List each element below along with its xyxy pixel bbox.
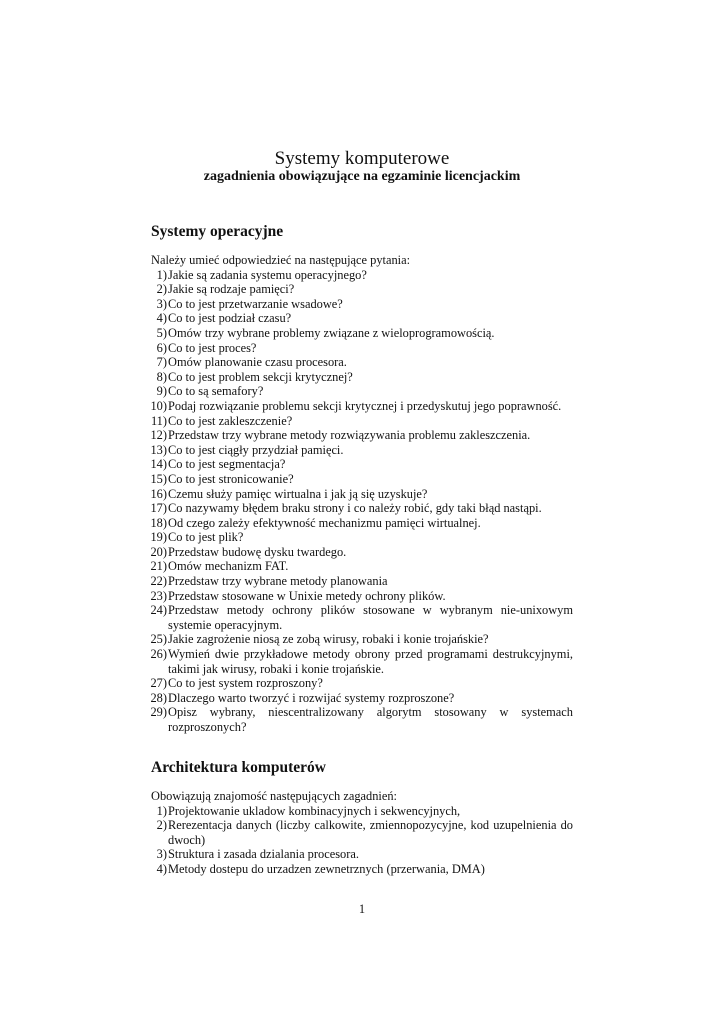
item-text: Struktura i zasada dzialania procesora. xyxy=(168,847,359,862)
list-item xyxy=(151,428,573,443)
list-item xyxy=(151,530,573,545)
item-number: 7) xyxy=(156,355,167,370)
item-number: 17) xyxy=(150,501,167,516)
list-item xyxy=(151,326,573,341)
list-item xyxy=(151,589,573,604)
item-number: 8) xyxy=(156,369,167,384)
item-text: Jakie zagrożenie niosą ze zobą wirusy, robaki i konie trojańskie? xyxy=(168,632,489,647)
list-item xyxy=(151,297,573,312)
item-number: 23) xyxy=(150,588,167,603)
item-number: 27) xyxy=(150,676,167,691)
list-item xyxy=(151,545,573,560)
document-subtitle: zagadnienia obowiązujące na egzaminie licencjackim xyxy=(203,169,521,184)
item-text: Omów planowanie czasu procesora. xyxy=(168,355,347,370)
item-number: 5) xyxy=(156,325,167,340)
section-systemy-operacyjne xyxy=(151,222,573,735)
item-text: Projektowanie ukladow kombinacyjnych i sekwencyjnych, xyxy=(168,803,461,818)
item-text: Co to jest segmentacja? xyxy=(168,457,286,472)
item-number: 24) xyxy=(150,603,167,618)
item-number: 1) xyxy=(156,803,167,818)
item-text: Co to jest proces? xyxy=(168,340,257,355)
list-item xyxy=(151,559,573,574)
list-item xyxy=(151,862,573,877)
list-item xyxy=(151,443,573,458)
item-number: 3) xyxy=(156,296,167,311)
item-number: 2) xyxy=(156,282,167,297)
item-text: Co to jest system rozproszony? xyxy=(168,676,323,691)
item-number: 16) xyxy=(150,486,167,501)
item-text: Co to jest stronicowanie? xyxy=(168,471,294,486)
item-number: 25) xyxy=(150,632,167,647)
item-text: Jakie są zadania systemu operacyjnego? xyxy=(168,267,367,282)
list-item xyxy=(151,370,573,385)
list-item xyxy=(151,691,573,706)
item-number: 21) xyxy=(150,559,167,574)
list-item xyxy=(151,632,573,647)
item-number: 6) xyxy=(156,340,167,355)
item-text: Czemu służy pamięc wirtualna i jak ją się uzyskuje? xyxy=(168,486,428,501)
page-number: 1 xyxy=(358,902,366,916)
item-number: 22) xyxy=(150,574,167,589)
item-number: 20) xyxy=(150,544,167,559)
section-heading: Systemy operacyjne xyxy=(151,223,284,240)
document-title: Systemy komputerowe xyxy=(274,148,450,169)
list-item xyxy=(151,282,573,297)
list-item xyxy=(151,311,573,326)
item-text: Rerezentacja danych (liczby calkowite, zmiennopozycyjne, kod uzupelnienia do dwoch) xyxy=(168,818,573,847)
list-item xyxy=(151,457,573,472)
item-text: Wymień dwie przykładowe metody obrony przed programami destrukcyjnymi, takimi jak wirusy, robaki i konie trojańskie. xyxy=(168,647,573,676)
item-number: 9) xyxy=(156,384,167,399)
topic-list xyxy=(151,804,573,877)
item-number: 4) xyxy=(156,861,167,876)
item-text: Co nazywamy błędem braku strony i co należy robić, gdy taki błąd nastąpi. xyxy=(168,501,542,516)
list-item xyxy=(151,487,573,502)
item-text: Co to jest przetwarzanie wsadowe? xyxy=(168,296,343,311)
list-item xyxy=(151,676,573,691)
item-text: Co to jest ciągły przydział pamięci. xyxy=(168,442,344,457)
item-text: Podaj rozwiązanie problemu sekcji krytycznej i przedyskutuj jego poprawność. xyxy=(168,398,562,413)
item-text: Przedstaw metody ochrony plików stosowane w wybranym nie-unixowym systemie operacyjnym. xyxy=(168,603,573,632)
item-text: Od czego zależy efektywność mechanizmu pamięci wirtualnej. xyxy=(168,515,481,530)
item-number: 10) xyxy=(150,398,167,413)
section-architektura-komputerow xyxy=(151,758,573,877)
item-number: 4) xyxy=(156,311,167,326)
item-text: Co to jest zakleszczenie? xyxy=(168,413,293,428)
section-intro: Należy umieć odpowiedzieć na następujące pytania: xyxy=(151,253,411,267)
list-item xyxy=(151,472,573,487)
list-item xyxy=(151,399,573,414)
item-number: 29) xyxy=(150,705,167,720)
list-item xyxy=(151,341,573,356)
item-text: Przedstaw stosowane w Unixie metedy ochrony plików. xyxy=(168,588,446,603)
item-text: Co to jest podział czasu? xyxy=(168,311,292,326)
section-heading: Architektura komputerów xyxy=(151,759,326,776)
item-text: Co to jest plik? xyxy=(168,530,244,545)
item-text: Omów trzy wybrane problemy związane z wieloprogramowością. xyxy=(168,325,495,340)
item-text: Co to jest problem sekcji krytycznej? xyxy=(168,369,353,384)
item-number: 11) xyxy=(150,413,167,428)
list-item xyxy=(151,847,573,862)
item-number: 14) xyxy=(150,457,167,472)
list-item xyxy=(151,647,573,676)
list-item xyxy=(151,804,573,819)
item-text: Przedstaw trzy wybrane metody planowania xyxy=(168,574,388,589)
item-number: 2) xyxy=(156,818,167,833)
item-number: 1) xyxy=(156,267,167,282)
list-item xyxy=(151,574,573,589)
list-item xyxy=(151,705,573,734)
item-number: 3) xyxy=(156,847,167,862)
item-number: 19) xyxy=(150,530,167,545)
item-text: Przedstaw budowę dysku twardego. xyxy=(168,544,347,559)
item-text: Opisz wybrany, niescentralizowany algorytm stosowany w systemach rozproszonych? xyxy=(168,705,573,734)
item-number: 28) xyxy=(150,690,167,705)
list-item xyxy=(151,268,573,283)
list-item xyxy=(151,384,573,399)
list-item xyxy=(151,414,573,429)
item-number: 15) xyxy=(150,471,167,486)
list-item xyxy=(151,818,573,847)
section-intro: Obowiązują znajomość następujących zagadnień: xyxy=(151,789,397,803)
item-number: 26) xyxy=(150,647,167,662)
item-text: Jakie są rodzaje pamięci? xyxy=(168,282,295,297)
item-text: Dlaczego warto tworzyć i rozwijać systemy rozproszone? xyxy=(168,690,455,705)
question-list xyxy=(151,268,573,735)
item-text: Omów mechanizm FAT. xyxy=(168,559,289,574)
item-text: Przedstaw trzy wybrane metody rozwiązywania problemu zakleszczenia. xyxy=(168,428,531,443)
list-item xyxy=(151,603,573,632)
item-number: 12) xyxy=(150,428,167,443)
list-item xyxy=(151,516,573,531)
item-number: 13) xyxy=(150,442,167,457)
list-item xyxy=(151,501,573,516)
item-text: Metody dostepu do urzadzen zewnetrznych (przerwania, DMA) xyxy=(168,861,485,876)
item-text: Co to są semafory? xyxy=(168,384,264,399)
item-number: 18) xyxy=(150,515,167,530)
list-item xyxy=(151,355,573,370)
